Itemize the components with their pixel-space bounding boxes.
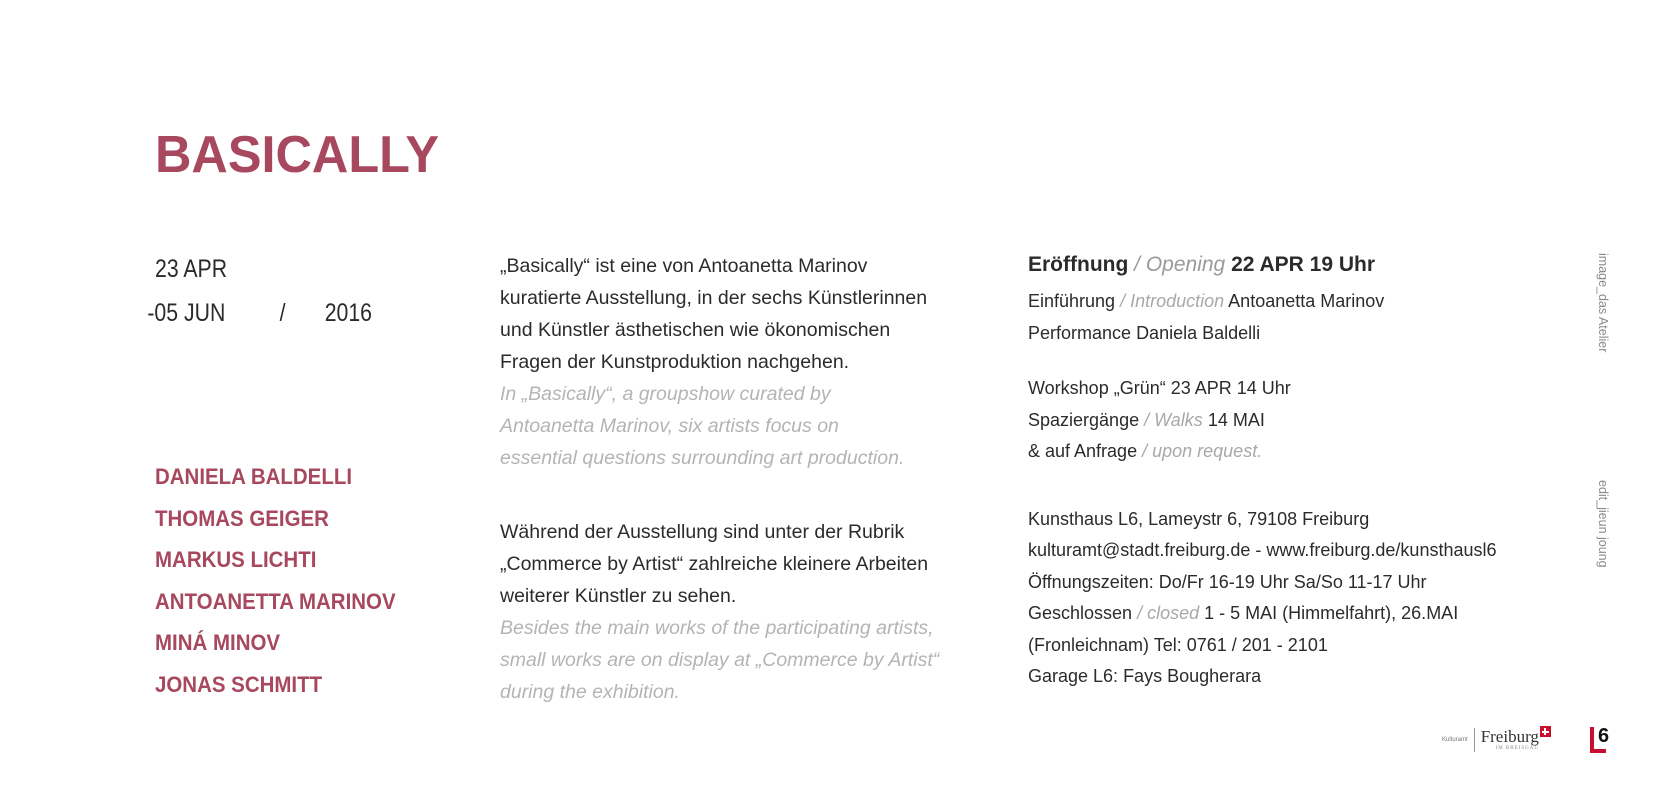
opening-date: 22 APR 19 Uhr <box>1231 253 1376 276</box>
date-end-row <box>147 296 372 340</box>
introduction-name: Antoanetta Marinov <box>1228 291 1385 311</box>
date-separator: / <box>279 299 286 327</box>
artist-name: ANTOANETTA MARINOV <box>155 588 396 614</box>
description-de-line: Während der Ausstellung sind unter der Rubrik <box>500 521 905 543</box>
date-year: 2016 <box>324 299 372 327</box>
description-de-line: „Basically“ ist eine von Antoanetta Marinov <box>500 255 868 277</box>
description-de-line: weiterer Künstler zu sehen. <box>500 585 737 607</box>
performance-name: Daniela Baldelli <box>1136 322 1261 343</box>
sponsor-logos <box>1442 725 1539 755</box>
walks-label-en: / Walks <box>1144 409 1203 430</box>
closed-dates: 1 - 5 MAI (Himmelfahrt), 26.MAI <box>1204 603 1459 623</box>
description-de-line: kuratierte Ausstellung, in der sechs Künstlerinnen <box>500 287 928 309</box>
closed-line <box>1028 598 1528 630</box>
opening-label: Eröffnung <box>1028 253 1129 276</box>
performance-line <box>1028 318 1528 350</box>
freiburg-logo-text: Freiburg <box>1480 727 1539 746</box>
description-de-line: und Künstler ästhetischen wie ökonomischen <box>500 319 891 341</box>
performance-label: Performance <box>1028 322 1132 343</box>
workshop-line: Workshop „Grün“ 23 APR 14 Uhr <box>1028 378 1291 398</box>
artist-name: JONAS SCHMITT <box>155 671 323 697</box>
logo-divider <box>1474 728 1475 752</box>
edit-credit: edit_jieun joung <box>1596 480 1610 568</box>
request-line <box>1028 436 1528 468</box>
walks-label: Spaziergänge <box>1028 409 1140 430</box>
artist-name: MINÁ MINOV <box>155 630 281 655</box>
freiburg-cross-icon <box>1540 726 1551 737</box>
freiburg-logo <box>1481 728 1539 752</box>
artist-name: THOMAS GEIGER <box>155 505 329 531</box>
request-label: & auf Anfrage <box>1028 441 1138 461</box>
description-en-line: In „Basically“, a groupshow curated by <box>500 383 831 405</box>
l6-logo <box>1590 727 1618 753</box>
introduction-label: Einführung <box>1028 291 1116 311</box>
introduction-label-en: / Introduction <box>1120 291 1225 311</box>
kulturamt-logo: Kulturamt <box>1442 737 1468 743</box>
artist-name: MARKUS LICHTI <box>155 547 317 572</box>
walks-date: 14 MAI <box>1207 409 1265 430</box>
opening-label-en: / Opening <box>1134 253 1226 276</box>
exhibition-dates <box>147 252 372 340</box>
opening-line <box>1028 250 1528 280</box>
closed-label-en: / closed <box>1137 603 1200 623</box>
events-column <box>1028 250 1528 693</box>
opening-hours: Öffnungszeiten: Do/Fr 16-19 Uhr Sa/So 11-17 Uhr <box>1028 571 1427 592</box>
garage-line: Garage L6: Fays Bougherara <box>1028 666 1262 686</box>
introduction-line <box>1028 286 1528 318</box>
description-de-line: „Commerce by Artist“ zahlreiche kleinere Arbeiten <box>500 553 929 575</box>
description-column <box>500 250 980 708</box>
date-end: -05 JUN <box>147 299 226 327</box>
l6-logo-six: 6 <box>1598 725 1610 747</box>
description-de-line: Fragen der Kunstproduktion nachgehen. <box>500 351 850 373</box>
description-en-line: small works are on display at „Commerce by Artist“ <box>500 649 940 671</box>
image-credit: image_das Atelier <box>1596 253 1610 353</box>
date-start: 23 APR <box>155 255 228 283</box>
description-en-line: during the exhibition. <box>500 681 680 703</box>
email-web-link[interactable]: kulturamt@stadt.freiburg.de - www.freiburg.de/kunsthausl6 <box>1028 540 1497 560</box>
freiburg-logo-sub: IM BREISGAU <box>1495 746 1539 751</box>
request-label-en: / upon request. <box>1142 441 1263 461</box>
address: Kunsthaus L6, Lameystr 6, 79108 Freiburg <box>1028 508 1370 529</box>
description-en-line: Antoanetta Marinov, six artists focus on <box>500 415 839 437</box>
artist-name: DANIELA BALDELLI <box>155 464 353 489</box>
walks-line <box>1028 405 1528 437</box>
description-en-line: essential questions surrounding art production. <box>500 447 905 469</box>
artist-list <box>155 462 414 711</box>
contact-block <box>1028 504 1528 693</box>
closed-line-2: (Fronleichnam) Tel: 0761 / 201 - 2101 <box>1028 634 1328 655</box>
closed-label: Geschlossen <box>1028 603 1133 623</box>
description-en-line: Besides the main works of the participating artists, <box>500 617 934 639</box>
l6-logo-l-base <box>1590 749 1606 753</box>
exhibition-title: BASICALLY <box>155 126 439 184</box>
